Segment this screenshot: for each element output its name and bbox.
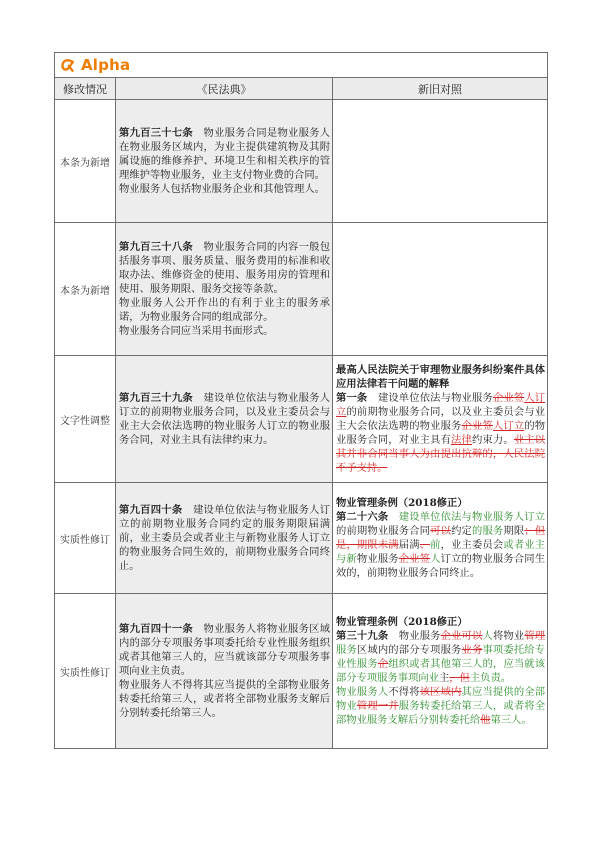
header-law: 《民法典》 (116, 78, 333, 100)
text-run: 将物业 (492, 629, 525, 642)
added-text: 其应当提供的全部物业 (336, 686, 546, 713)
text-run: 届满 (398, 539, 420, 551)
text-run: 的前期物业服务合同 (336, 524, 431, 537)
status-cell: 实质性修订 (55, 594, 116, 749)
law-para: 物业服务人包括物业服务企业和其他管理人。 (119, 183, 325, 196)
compare-cell (333, 594, 548, 749)
deleted-text: 业主以其并非合同当事人为由提出抗辩的，人民法院不予支持。 (336, 434, 546, 475)
added-text: 组织或者其他第三人的，应当就该部分专项服务事项向业 (336, 657, 546, 684)
status-cell: 本条为新增 (55, 100, 116, 223)
article-number: 第九百三十八条 (119, 240, 193, 253)
added-text: 人订立 (492, 420, 525, 432)
law-para: 物业服务合同的内容一般包括服务事项、服务质量、服务费用的标准和收取办法、维修资金的使用、服务用房的管理和使用、服务期限、服务交接等条款。 (119, 240, 331, 295)
law-para: 建设单位依法与物业服务人订立的前期物业服务合同，以及业主委员会与业主大会依法选聘的物业服务人订立的物业服务合同，对业主具有法律约束力。 (119, 391, 331, 447)
header-status: 修改情况 (55, 78, 116, 100)
deleted-text: 企业签 (492, 391, 525, 404)
status-cell: 文字性调整 (55, 356, 116, 483)
alpha-logo-icon (59, 56, 77, 74)
added-text: 人订立 (336, 391, 546, 418)
compare-text (336, 615, 545, 728)
compare-article: 第三十九条 (336, 629, 389, 642)
added-text: 的服务 (471, 524, 504, 537)
law-cell (116, 100, 333, 223)
deleted-text: 企业可以 (440, 629, 483, 642)
added-text: 建设单位依法与物业服务人订立 (398, 510, 546, 523)
compare-text (336, 496, 545, 581)
table-row (55, 356, 548, 483)
compare-text (336, 363, 545, 476)
law-text (119, 126, 330, 196)
law-para: 建设单位依法与物业服务人订立的前期物业服务合同约定的服务期限届满前，业主委员会或者业主与新物业服务人订立的物业服务合同生效的，前期物业服务合同终止。 (119, 503, 331, 573)
added-text: 服务 (336, 643, 357, 656)
compare-source: 物业管理条例（2018修正） (336, 496, 468, 509)
deleted-text: 该区域内 (419, 686, 462, 699)
text-run: 区域内的部分专项服务 (356, 643, 462, 656)
law-para: 物业服务人公开作出的有利于业主的服务承诺，为物业服务合同的组成部分。 (119, 297, 330, 324)
brand (55, 53, 547, 77)
deleted-text: 他 (480, 714, 491, 727)
status-cell: 实质性修订 (55, 483, 116, 594)
law-cell (116, 594, 333, 749)
article-number: 第九百四十一条 (119, 622, 193, 635)
text-run: 的物业服务合同，对业主具有 (336, 420, 546, 447)
law-para: 物业服务合同是物业服务人在物业服务区域内，为业主提供建筑物及其附属设施的维修养护、环境卫生和相关秩序的管理维护等物业服务，业主支付物业费的合同。 (119, 126, 331, 182)
added-text: 前 (430, 539, 441, 551)
status-cell: 本条为新增 (55, 223, 116, 356)
text-run: 物业服务 (356, 553, 399, 566)
added-text: 法律 (451, 434, 472, 447)
brand-cell (55, 53, 548, 78)
comparison-table (54, 52, 548, 749)
deleted-text: 可以 (430, 524, 452, 537)
text-run: 不得将 (388, 686, 420, 699)
brand-row (55, 53, 548, 78)
law-para: 物业服务人将物业服务区域内的部分专项服务事项委托给专业性服务组织或者其他第三人的，应当就该部分专项服务事项向业主负责。 (119, 622, 331, 677)
law-cell (116, 223, 333, 356)
table-row (55, 594, 548, 749)
text-run: 建设单位依法与物业服务 (377, 391, 493, 404)
deleted-text: ；但是，期限未满 (336, 524, 546, 551)
added-text: 人 (482, 629, 493, 642)
text-run: 物业服务 (398, 629, 441, 642)
compare-article: 第二十六条 (336, 510, 389, 523)
compare-cell (333, 356, 548, 483)
compare-cell (333, 100, 548, 223)
article-number: 第九百四十条 (119, 503, 183, 516)
deleted-text: 、 (419, 539, 431, 551)
text-run: ，业主委员会 (440, 539, 504, 551)
law-para: 物业服务合同应当采用书面形式。 (119, 325, 274, 338)
table-row (55, 100, 548, 223)
compare-cell (333, 223, 548, 356)
header-row (55, 78, 548, 100)
deleted-text: 业务 (461, 643, 483, 656)
table-row (55, 223, 548, 356)
compare-cell (333, 483, 548, 594)
compare-source: 最高人民法院关于审理物业服务纠纷案件具体应用法律若干问题的解释 (336, 363, 546, 390)
text-run: 期限 (503, 524, 525, 537)
law-cell (116, 483, 333, 594)
article-number: 第九百三十九条 (119, 391, 193, 404)
law-text (119, 622, 330, 721)
added-text: 事项委托给专业性服务 (336, 643, 546, 670)
deleted-text: 企 (377, 657, 389, 670)
law-text (119, 240, 330, 339)
brand-name: Alpha (81, 56, 131, 74)
law-text (119, 391, 330, 447)
compare-article: 第一条 (336, 391, 368, 404)
compare-source: 物业管理条例（2018修正） (336, 615, 468, 628)
text-run: 订立的物业服务合同生效的，前期物业服务合同终止。 (336, 553, 546, 580)
text-run: 约束力。 (471, 434, 514, 447)
text-run: 约定 (451, 524, 472, 537)
text-run: 主 (438, 672, 450, 684)
header-compare: 新旧对照 (333, 78, 548, 100)
added-text: 第三人。 (490, 714, 532, 727)
table-row (55, 483, 548, 594)
deleted-text: 企业签 (461, 420, 493, 432)
added-text: 人 (430, 553, 441, 566)
text-run: 的前期物业服务合同，以及业主委员会与业主大会依法选聘的物业服务 (336, 405, 546, 432)
deleted-text: 管理一 (356, 700, 389, 713)
added-text: 物业服务人 (336, 686, 389, 699)
article-number: 第九百三十七条 (119, 126, 193, 139)
deleted-text: ，但 (449, 672, 470, 684)
law-cell (116, 356, 333, 483)
added-text: 或者业主与新 (336, 539, 546, 566)
deleted-text: 并 (388, 700, 399, 713)
law-text (119, 503, 330, 573)
deleted-text: 管理 (524, 629, 546, 642)
added-text: 服务转委托给第三人，或者将全部物业服务支解后分别转委托给 (336, 700, 546, 727)
deleted-text: 企业签 (398, 553, 431, 566)
law-para: 物业服务人不得将其应当提供的全部物业服务转委托给第三人，或者将全部物业服务支解后分别转委托给第三人。 (119, 679, 330, 720)
added-text: 主负责。 (469, 672, 512, 684)
